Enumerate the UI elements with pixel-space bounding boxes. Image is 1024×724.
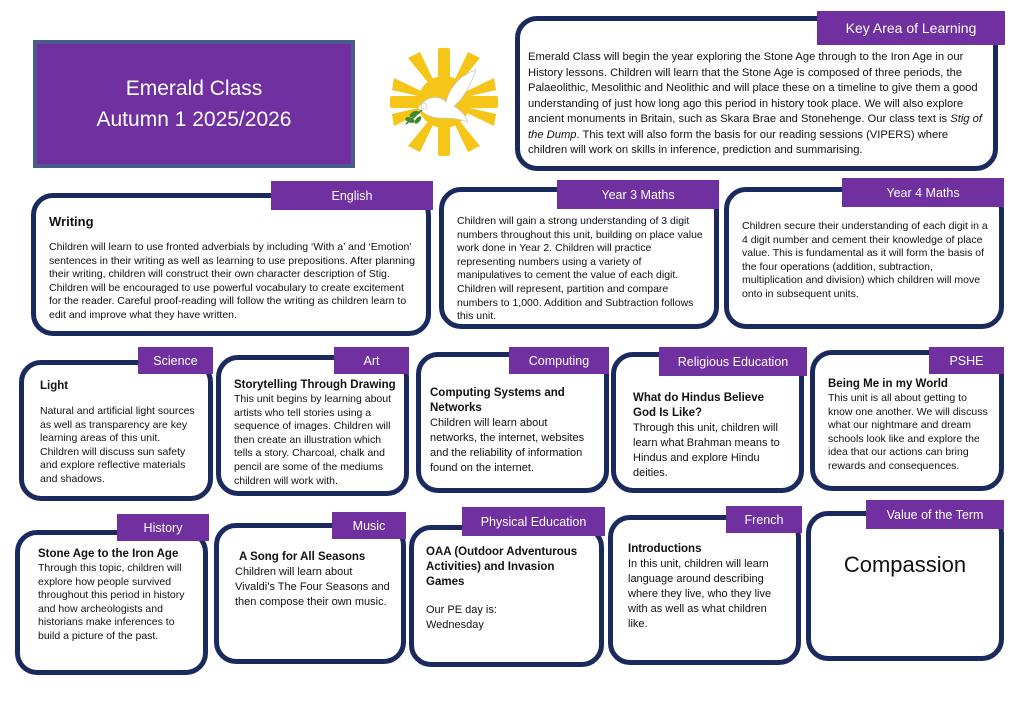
- class-name: Emerald Class: [125, 77, 263, 100]
- pe-day: Wednesday: [426, 619, 484, 631]
- music-card: [214, 523, 406, 664]
- re-heading: What do Hindus Believe God Is Like?: [633, 392, 764, 419]
- key-area-text: Emerald Class will begin the year exploring the Stone Age through to the Iron Age in our History lessons. Children will learn that the Stone Age is composed of three periods, the Palaeolithic, Mesolithic and Neolithic and will place these on a timeline to give them a good understanding of just how long ago this period in history took place. We will also explore ancient monuments in Britain, such as Skara Brae and Stonehenge. Our class text is Stig of the Dump. This text will also form the basis for our reading sessions (VIPERS) where children will work on skills in inference, prediction and summarising.: [528, 51, 982, 156]
- history-text: Through this topic, children will explore how people survived throughout this period in history and how archeologists and historians make inferences to build a picture of the past.: [38, 562, 185, 642]
- computing-tab: Computing: [509, 347, 609, 374]
- pshe-heading: Being Me in my World: [828, 378, 948, 390]
- music-heading: A Song for All Seasons: [239, 551, 366, 563]
- physical-education-tab: Physical Education: [462, 507, 605, 536]
- computing-heading: Computing Systems and Networks: [430, 387, 565, 414]
- english-card: [31, 193, 431, 336]
- art-heading: Storytelling Through Drawing: [234, 379, 396, 391]
- dove-logo-icon: [388, 46, 500, 158]
- french-heading: Introductions: [628, 543, 702, 555]
- value-of-term-tab: Value of the Term: [866, 500, 1004, 529]
- science-heading: Light: [40, 380, 69, 392]
- history-card: [15, 530, 208, 675]
- year3-maths-tab: Year 3 Maths: [557, 180, 719, 209]
- value-word: Compassion: [843, 552, 967, 577]
- term-label: Autumn 1 2025/2026: [96, 108, 292, 131]
- year3-maths-text: Children will gain a strong understanding of 3 digit numbers throughout this unit, building on place value work done in Year 2. Children will practice representing numbers using a variety of manipulatives to cement the value of each digit. Children will represent, partition and compare numbers to 1,000. Addition and Subtraction follows this unit.: [457, 215, 703, 323]
- pe-line1: Our PE day is:: [426, 604, 497, 616]
- class-text-title: Stig of the Dump: [528, 113, 982, 141]
- key-area-tab: Key Area of Learning: [817, 11, 1005, 45]
- class-title-banner: [33, 40, 355, 168]
- computing-text: Children will learn about networks, the internet, websites and the reliability of information found on the internet.: [430, 417, 585, 474]
- pshe-text: This unit is all about getting to know one another. We will discuss what our nightmare and dream schools look like and explore the idea that our actions can bring rewards and consequences.: [828, 392, 988, 472]
- french-tab: French: [726, 506, 802, 533]
- religious-education-tab: Religious Education: [659, 347, 807, 376]
- music-text: Children will learn about Vivaldi’s The Four Seasons and then compose their own music.: [235, 566, 390, 608]
- pe-heading: OAA (Outdoor Adventurous Activities) and Invasion Games: [426, 546, 578, 588]
- english-heading: Writing: [49, 214, 94, 229]
- science-text: Natural and artificial light sources as well as transparency are key learning areas of this unit. Children will discuss sun safety and explore reflective materials and shadows.: [40, 405, 195, 485]
- year4-maths-card: [724, 187, 1004, 329]
- history-tab: History: [117, 514, 209, 541]
- art-text: This unit begins by learning about artists who tell stories using a sequence of images. Children will then create an illustration which tells a story. Charcoal, chalk and pencil are some of the mediums children will work with.: [234, 393, 392, 487]
- re-text: Through this unit, children will learn what Brahman means to Hindus and explore Hindu deities.: [633, 422, 780, 479]
- english-text: Children will learn to use fronted adverbials by including ‘With a’ and ‘Emotion’ sentences in their writing as well as learning to use prepositions. After planning their writing, children will construct their own character description of Stig. Children will be encouraged to use powerful vocabulary to create excitement for the reader. Careful proof-reading will follow the writing as children learn to edit and improve what they have written.: [49, 241, 415, 321]
- year4-maths-text: Children secure their understanding of each digit in a 4 digit number and cement their knowledge of place value. This is fundamental as it will form the basis of the four operations (addition, subtraction, multiplication and division) which children will move onto in subsequent units.: [742, 220, 988, 300]
- art-card: [216, 355, 409, 496]
- art-tab: Art: [334, 347, 409, 374]
- music-tab: Music: [332, 512, 406, 539]
- science-card: [19, 360, 213, 501]
- french-text: In this unit, children will learn language around describing where they live, who they live with as well as what children like.: [628, 558, 772, 630]
- pshe-tab: PSHE: [929, 347, 1004, 374]
- science-tab: Science: [138, 347, 213, 374]
- french-card: [608, 515, 801, 665]
- value-of-term-card: [806, 511, 1004, 661]
- history-heading: Stone Age to the Iron Age: [38, 548, 179, 560]
- english-tab: English: [271, 181, 433, 210]
- physical-education-card: [409, 525, 604, 667]
- year4-maths-tab: Year 4 Maths: [842, 178, 1004, 207]
